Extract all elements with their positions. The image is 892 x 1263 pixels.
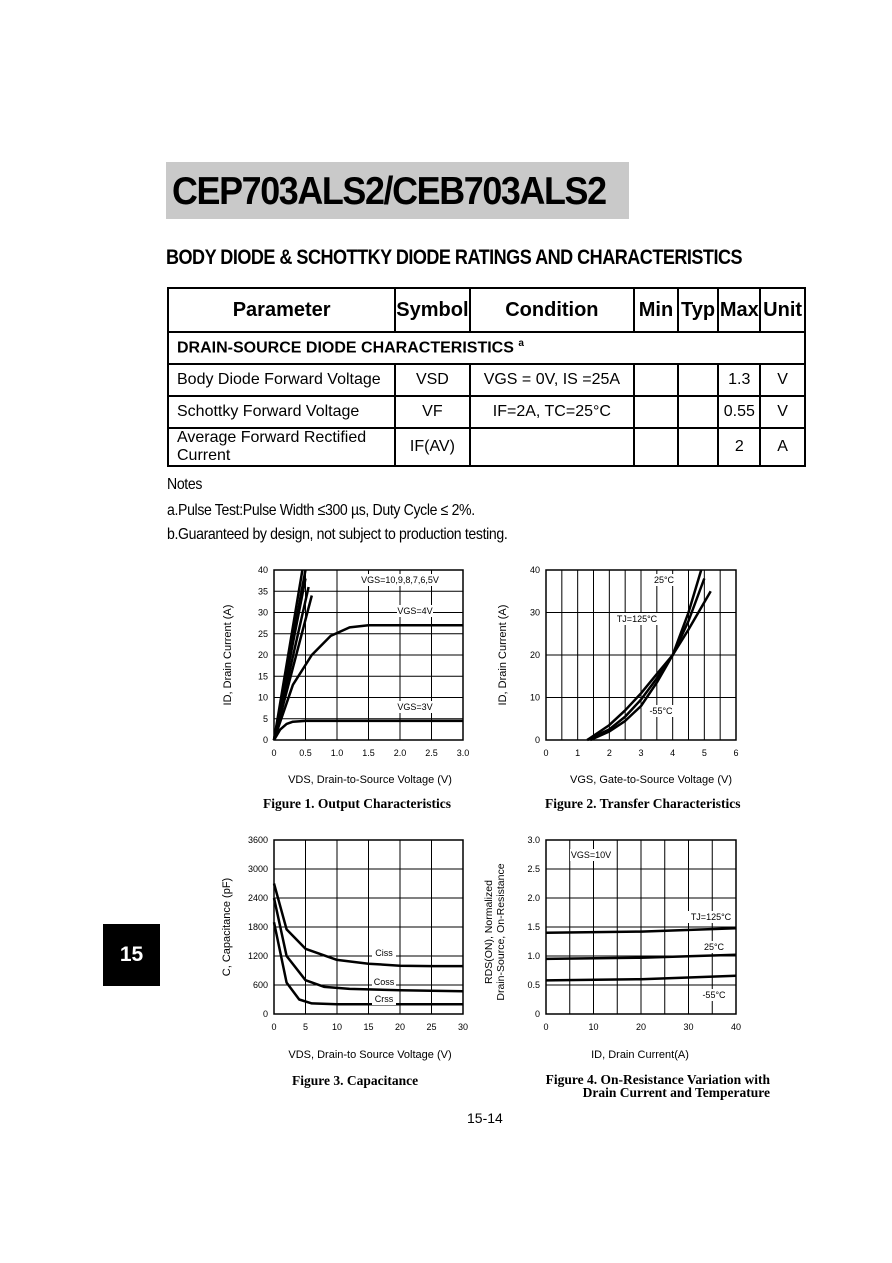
y-tick-label: 15 — [257, 671, 268, 682]
x-tick-label: 20 — [635, 1022, 647, 1032]
figure-2-caption: Figure 2. Transfer Characteristics — [545, 796, 741, 811]
x-tick-label: 10 — [331, 1022, 343, 1032]
y-axis-label-line: RDS(ON), Normalized — [483, 880, 495, 984]
notes-heading: Notes — [167, 476, 203, 493]
annotation-label: 25°C — [653, 575, 675, 585]
x-axis-label: ID, Drain Current(A) — [591, 1049, 689, 1061]
chart-transfer-characteristics — [497, 565, 739, 786]
annotation-label: VGS=4V — [397, 606, 433, 616]
x-tick-label: 0 — [271, 748, 277, 758]
part-number-title: CEP703ALS2/CEB703ALS2 — [172, 170, 606, 213]
x-tick-label: 1.5 — [362, 748, 375, 758]
y-tick-label: 30 — [257, 607, 268, 618]
y-tick-label: 3600 — [247, 835, 268, 845]
y-tick-label: 10 — [529, 692, 540, 703]
x-tick-label: 25 — [426, 1022, 437, 1032]
header-typ: Typ — [678, 288, 719, 332]
annotation-label: VGS=3V — [397, 702, 433, 712]
x-tick-label: 1 — [575, 748, 581, 758]
param-cell: Body Diode Forward Voltage — [168, 364, 395, 396]
y-axis-label: ID, Drain Current (A) — [222, 604, 234, 706]
y-tick-label: 3.0 — [527, 835, 540, 845]
section-tab: 15 — [103, 924, 160, 986]
symbol-cell: VF — [395, 396, 469, 428]
y-tick-label: 2400 — [247, 893, 268, 903]
y-tick-label: 3000 — [247, 864, 268, 874]
annotation-label: 25°C — [703, 942, 725, 952]
x-tick-label: 0 — [543, 1022, 549, 1032]
y-tick-label: 1.5 — [527, 922, 540, 932]
page-number: 15-14 — [467, 1110, 503, 1126]
annotation-label: -55°C — [702, 990, 726, 1000]
x-tick-label: 20 — [394, 1022, 406, 1032]
annotation-label: Crss — [374, 994, 394, 1004]
param-cell: Average Forward Rectified Current — [168, 428, 395, 466]
annotation-label: VGS=10V — [570, 850, 612, 860]
unit-cell: V — [760, 396, 805, 428]
y-tick-label: 1800 — [247, 922, 268, 932]
y-tick-label: 5 — [262, 713, 268, 724]
y-axis-label: ID, Drain Current (A) — [497, 604, 509, 706]
series-line — [587, 579, 704, 741]
y-tick-label: 0 — [262, 735, 268, 745]
y-tick-label: 40 — [257, 565, 268, 575]
x-tick-label: 30 — [457, 1022, 469, 1032]
y-tick-label: 20 — [257, 650, 268, 660]
x-tick-label: 0.5 — [299, 748, 312, 758]
section-footnote-mark: a — [518, 338, 524, 350]
annotation-label: -55°C — [649, 706, 673, 716]
annotation-label: Ciss — [375, 948, 393, 958]
x-tick-label: 0 — [543, 748, 549, 758]
note-b: b.Guaranteed by design, not subject to production testing. — [167, 526, 508, 543]
y-tick-label: 0 — [534, 735, 540, 745]
section-title: BODY DIODE & SCHOTTKY DIODE RATINGS AND CHARACTERISTICS — [166, 246, 742, 269]
x-tick-label: 3.0 — [456, 748, 470, 758]
y-tick-label: 2.0 — [527, 893, 540, 903]
annotation-label: TJ=125°C — [690, 912, 732, 922]
y-tick-label: 30 — [529, 607, 540, 618]
y-tick-label: 10 — [257, 692, 268, 703]
header-min: Min — [634, 288, 677, 332]
x-tick-label: 5 — [302, 1022, 309, 1032]
unit-cell: A — [760, 428, 805, 466]
x-tick-label: 0 — [271, 1022, 277, 1032]
x-tick-label: 10 — [588, 1022, 599, 1032]
y-tick-label: 2.5 — [527, 864, 540, 874]
y-tick-label: 0 — [534, 1009, 540, 1019]
x-tick-label: 4 — [670, 748, 676, 758]
y-tick-label: 20 — [529, 650, 540, 660]
header-symbol: Symbol — [395, 288, 469, 332]
x-axis-label: VDS, Drain-to-Source Voltage (V) — [288, 774, 452, 786]
y-tick-label: 600 — [252, 980, 268, 990]
section-label: DRAIN-SOURCE DIODE CHARACTERISTICS — [177, 339, 514, 357]
param-cell: Schottky Forward Voltage — [168, 396, 395, 428]
x-axis-label: VGS, Gate-to-Source Voltage (V) — [569, 774, 733, 786]
y-tick-label: 1200 — [247, 951, 268, 961]
y-tick-label: 40 — [529, 565, 540, 575]
x-tick-label: 5 — [701, 748, 707, 758]
y-tick-label: 0.5 — [527, 980, 540, 990]
annotation-label: TJ=125°C — [616, 614, 658, 624]
x-tick-label: 2 — [606, 748, 612, 758]
y-tick-label: 1.0 — [527, 951, 540, 961]
y-tick-label: 0 — [262, 1009, 268, 1019]
x-tick-label: 3 — [638, 748, 644, 758]
x-tick-label: 1.0 — [330, 748, 344, 758]
symbol-cell: IF(AV) — [395, 428, 469, 466]
x-tick-label: 30 — [683, 1022, 694, 1032]
figure-1-caption: Figure 1. Output Characteristics — [263, 796, 451, 811]
annotation-label: Coss — [373, 977, 395, 987]
max-cell: 1.3 — [718, 364, 760, 396]
condition-cell: IF=2A, TC=25°C — [470, 396, 635, 428]
max-cell: 0.55 — [718, 396, 760, 428]
unit-cell: V — [760, 364, 805, 396]
chart-output-characteristics — [222, 565, 469, 786]
x-tick-label: 40 — [730, 1022, 742, 1032]
y-axis-label-line: Drain-Source, On-Resistance — [495, 863, 507, 1001]
note-a: a.Pulse Test:Pulse Width ≤300 µs, Duty Cycle ≤ 2%. — [167, 502, 475, 519]
header-parameter: Parameter — [168, 288, 395, 332]
x-tick-label: 6 — [733, 748, 739, 758]
y-tick-label: 35 — [257, 586, 268, 597]
x-tick-label: 2.0 — [393, 748, 407, 758]
header-unit: Unit — [760, 288, 805, 332]
figure-3-caption: Figure 3. Capacitance — [292, 1073, 419, 1088]
x-tick-label: 15 — [363, 1022, 374, 1032]
chart-capacitance — [221, 835, 468, 1061]
x-tick-label: 2.5 — [425, 748, 438, 758]
symbol-cell: VSD — [395, 364, 469, 396]
header-condition: Condition — [470, 288, 635, 332]
x-axis-label: VDS, Drain-to Source Voltage (V) — [288, 1049, 452, 1061]
condition-cell: VGS = 0V, IS =25A — [470, 364, 635, 396]
figure-4-caption: Figure 4. On-Resistance Variation with Drain Current and Temperature — [545, 1072, 770, 1100]
y-axis-label: C, Capacitance (pF) — [221, 877, 233, 977]
max-cell: 2 — [718, 428, 760, 466]
chart-on-resistance — [483, 835, 741, 1061]
header-max: Max — [718, 288, 760, 332]
y-tick-label: 25 — [257, 628, 268, 639]
annotation-label: VGS=10,9,8,7,6,5V — [361, 575, 439, 585]
